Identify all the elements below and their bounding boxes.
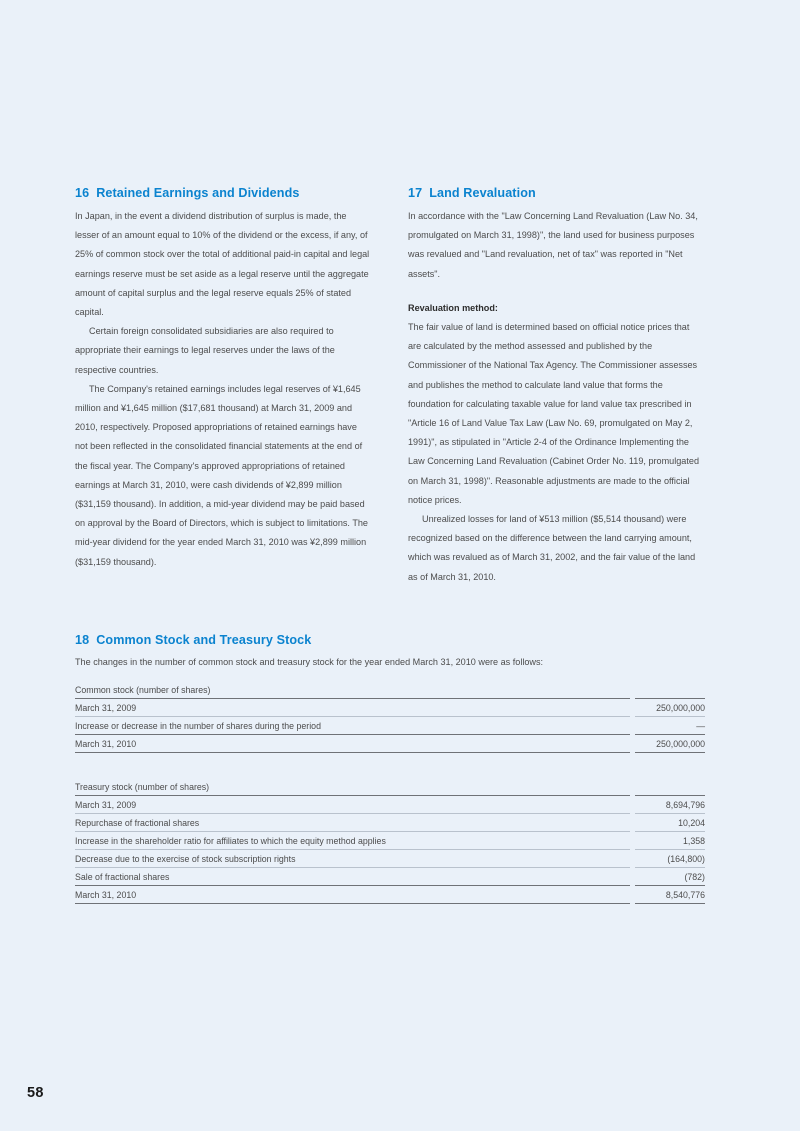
note-17-intro-paragraph: In accordance with the "Law Concerning Land Revaluation (Law No. 34, promulgated on March 31, 1998)", the land used for business purposes was revalued and "Land revaluation, net of tax" was reported in "Net assets". bbox=[408, 211, 698, 279]
table-row bbox=[75, 868, 705, 886]
table-row bbox=[75, 796, 705, 814]
row-value: 8,694,796 bbox=[635, 796, 705, 814]
note-16-paragraph-1: In Japan, in the event a dividend distribution of surplus is made, the lesser of an amount equal to 10% of the dividend or the excess, if any, of 25% of common stock over the total of additional paid-in capital and legal earnings reserve must be set aside as a legal reserve until the aggregate amount of capital surplus and the legal reserve equals 25% of stated capital. bbox=[75, 211, 370, 318]
table-row bbox=[75, 814, 705, 832]
revaluation-method-subheading: Revaluation method: bbox=[408, 302, 498, 313]
page-number: 58 bbox=[27, 1085, 44, 1101]
note-17-heading bbox=[408, 186, 705, 201]
note-16-title: Retained Earnings and Dividends bbox=[96, 186, 300, 200]
row-label: March 31, 2009 bbox=[75, 699, 630, 717]
row-label: Decrease due to the exercise of stock subscription rights bbox=[75, 850, 630, 868]
row-value: (782) bbox=[635, 868, 705, 886]
note-16-heading bbox=[75, 186, 372, 201]
note-17-paragraph-1: The fair value of land is determined based on official notice prices that are calculated by the method assessed and published by the Commissioner of the National Tax Agency. The Commissioner assesses and publishes the method to calculate land value that forms the foundation for calculating taxable value for land value tax prescribed in "Article 16 of Land Value Tax Law (Law No. 69, promulgated on May 2, 1991)", as stipulated in "Article 2-4 of the Ordinance Implementing the Law Concerning Land Revaluation (Cabinet Order No. 119, promulgated on March 31, 1998)". Reasonable adjustments are made to the official notice prices. bbox=[408, 322, 700, 505]
table-caption-row bbox=[75, 778, 705, 796]
row-value: 10,204 bbox=[635, 814, 705, 832]
row-label: Sale of fractional shares bbox=[75, 868, 630, 886]
row-label: March 31, 2009 bbox=[75, 796, 630, 814]
row-value: 250,000,000 bbox=[635, 699, 705, 717]
table-total-row bbox=[75, 735, 705, 753]
table-row bbox=[75, 832, 705, 850]
total-value: 250,000,000 bbox=[635, 735, 705, 753]
common-stock-table bbox=[75, 681, 705, 753]
table-caption-row bbox=[75, 681, 705, 699]
row-value: — bbox=[635, 717, 705, 735]
note-18-block bbox=[75, 633, 705, 904]
row-label: Repurchase of fractional shares bbox=[75, 814, 630, 832]
caption-value-blank bbox=[635, 778, 705, 796]
notes-two-column-block bbox=[75, 186, 705, 587]
note-17-paragraph-2: Unrealized losses for land of ¥513 million ($5,514 thousand) were recognized based on the difference between the land carrying amount, which was revalued as of March 31, 2002, and the fair value of the land as of March 31, 2010. bbox=[408, 514, 696, 582]
treasury-stock-table bbox=[75, 778, 705, 904]
row-label: Increase in the shareholder ratio for affiliates to which the equity method applies bbox=[75, 832, 630, 850]
note-18-heading bbox=[75, 633, 705, 648]
table-total-row bbox=[75, 886, 705, 904]
note-16-paragraph-3: The Company's retained earnings includes legal reserves of ¥1,645 million and ¥1,645 million ($17,681 thousand) at March 31, 2009 and 2010, respectively. Proposed appropriations of retained earnings have not been reflected in the consolidated financial statements at the end of the fiscal year. The Company's approved appropriations of retained earnings at March 31, 2010, were cash dividends of ¥2,899 million ($31,159 thousand). In addition, a mid-year dividend may be paid based on approval by the Board of Directors, which is subject to limitations. The mid-year dividend for the year ended March 31, 2010 was ¥2,899 million ($31,159 thousand). bbox=[75, 383, 368, 567]
total-label: March 31, 2010 bbox=[75, 886, 630, 904]
table-row bbox=[75, 717, 705, 735]
table-row bbox=[75, 850, 705, 868]
note-16-column bbox=[75, 186, 372, 587]
table-row bbox=[75, 699, 705, 717]
caption-value-blank bbox=[635, 681, 705, 699]
treasury-stock-table-caption: Treasury stock (number of shares) bbox=[75, 778, 630, 796]
row-value: (164,800) bbox=[635, 850, 705, 868]
note-18-lead-text: The changes in the number of common stock and treasury stock for the year ended March 31, 2010 were as follows: bbox=[75, 657, 544, 667]
total-value: 8,540,776 bbox=[635, 886, 705, 904]
common-stock-table-caption: Common stock (number of shares) bbox=[75, 681, 630, 699]
note-17-column bbox=[408, 186, 705, 587]
note-18-title: Common Stock and Treasury Stock bbox=[96, 633, 312, 647]
note-16-paragraph-2: Certain foreign consolidated subsidiaries are also required to appropriate their earnings to legal reserves under the laws of the respective countries. bbox=[75, 326, 335, 375]
note-17-number: 17 bbox=[408, 186, 423, 200]
note-16-number: 16 bbox=[75, 186, 90, 200]
row-label: Increase or decrease in the number of shares during the period bbox=[75, 717, 630, 735]
row-value: 1,358 bbox=[635, 832, 705, 850]
total-label: March 31, 2010 bbox=[75, 735, 630, 753]
note-18-number: 18 bbox=[75, 633, 90, 647]
note-17-title: Land Revaluation bbox=[429, 186, 536, 200]
